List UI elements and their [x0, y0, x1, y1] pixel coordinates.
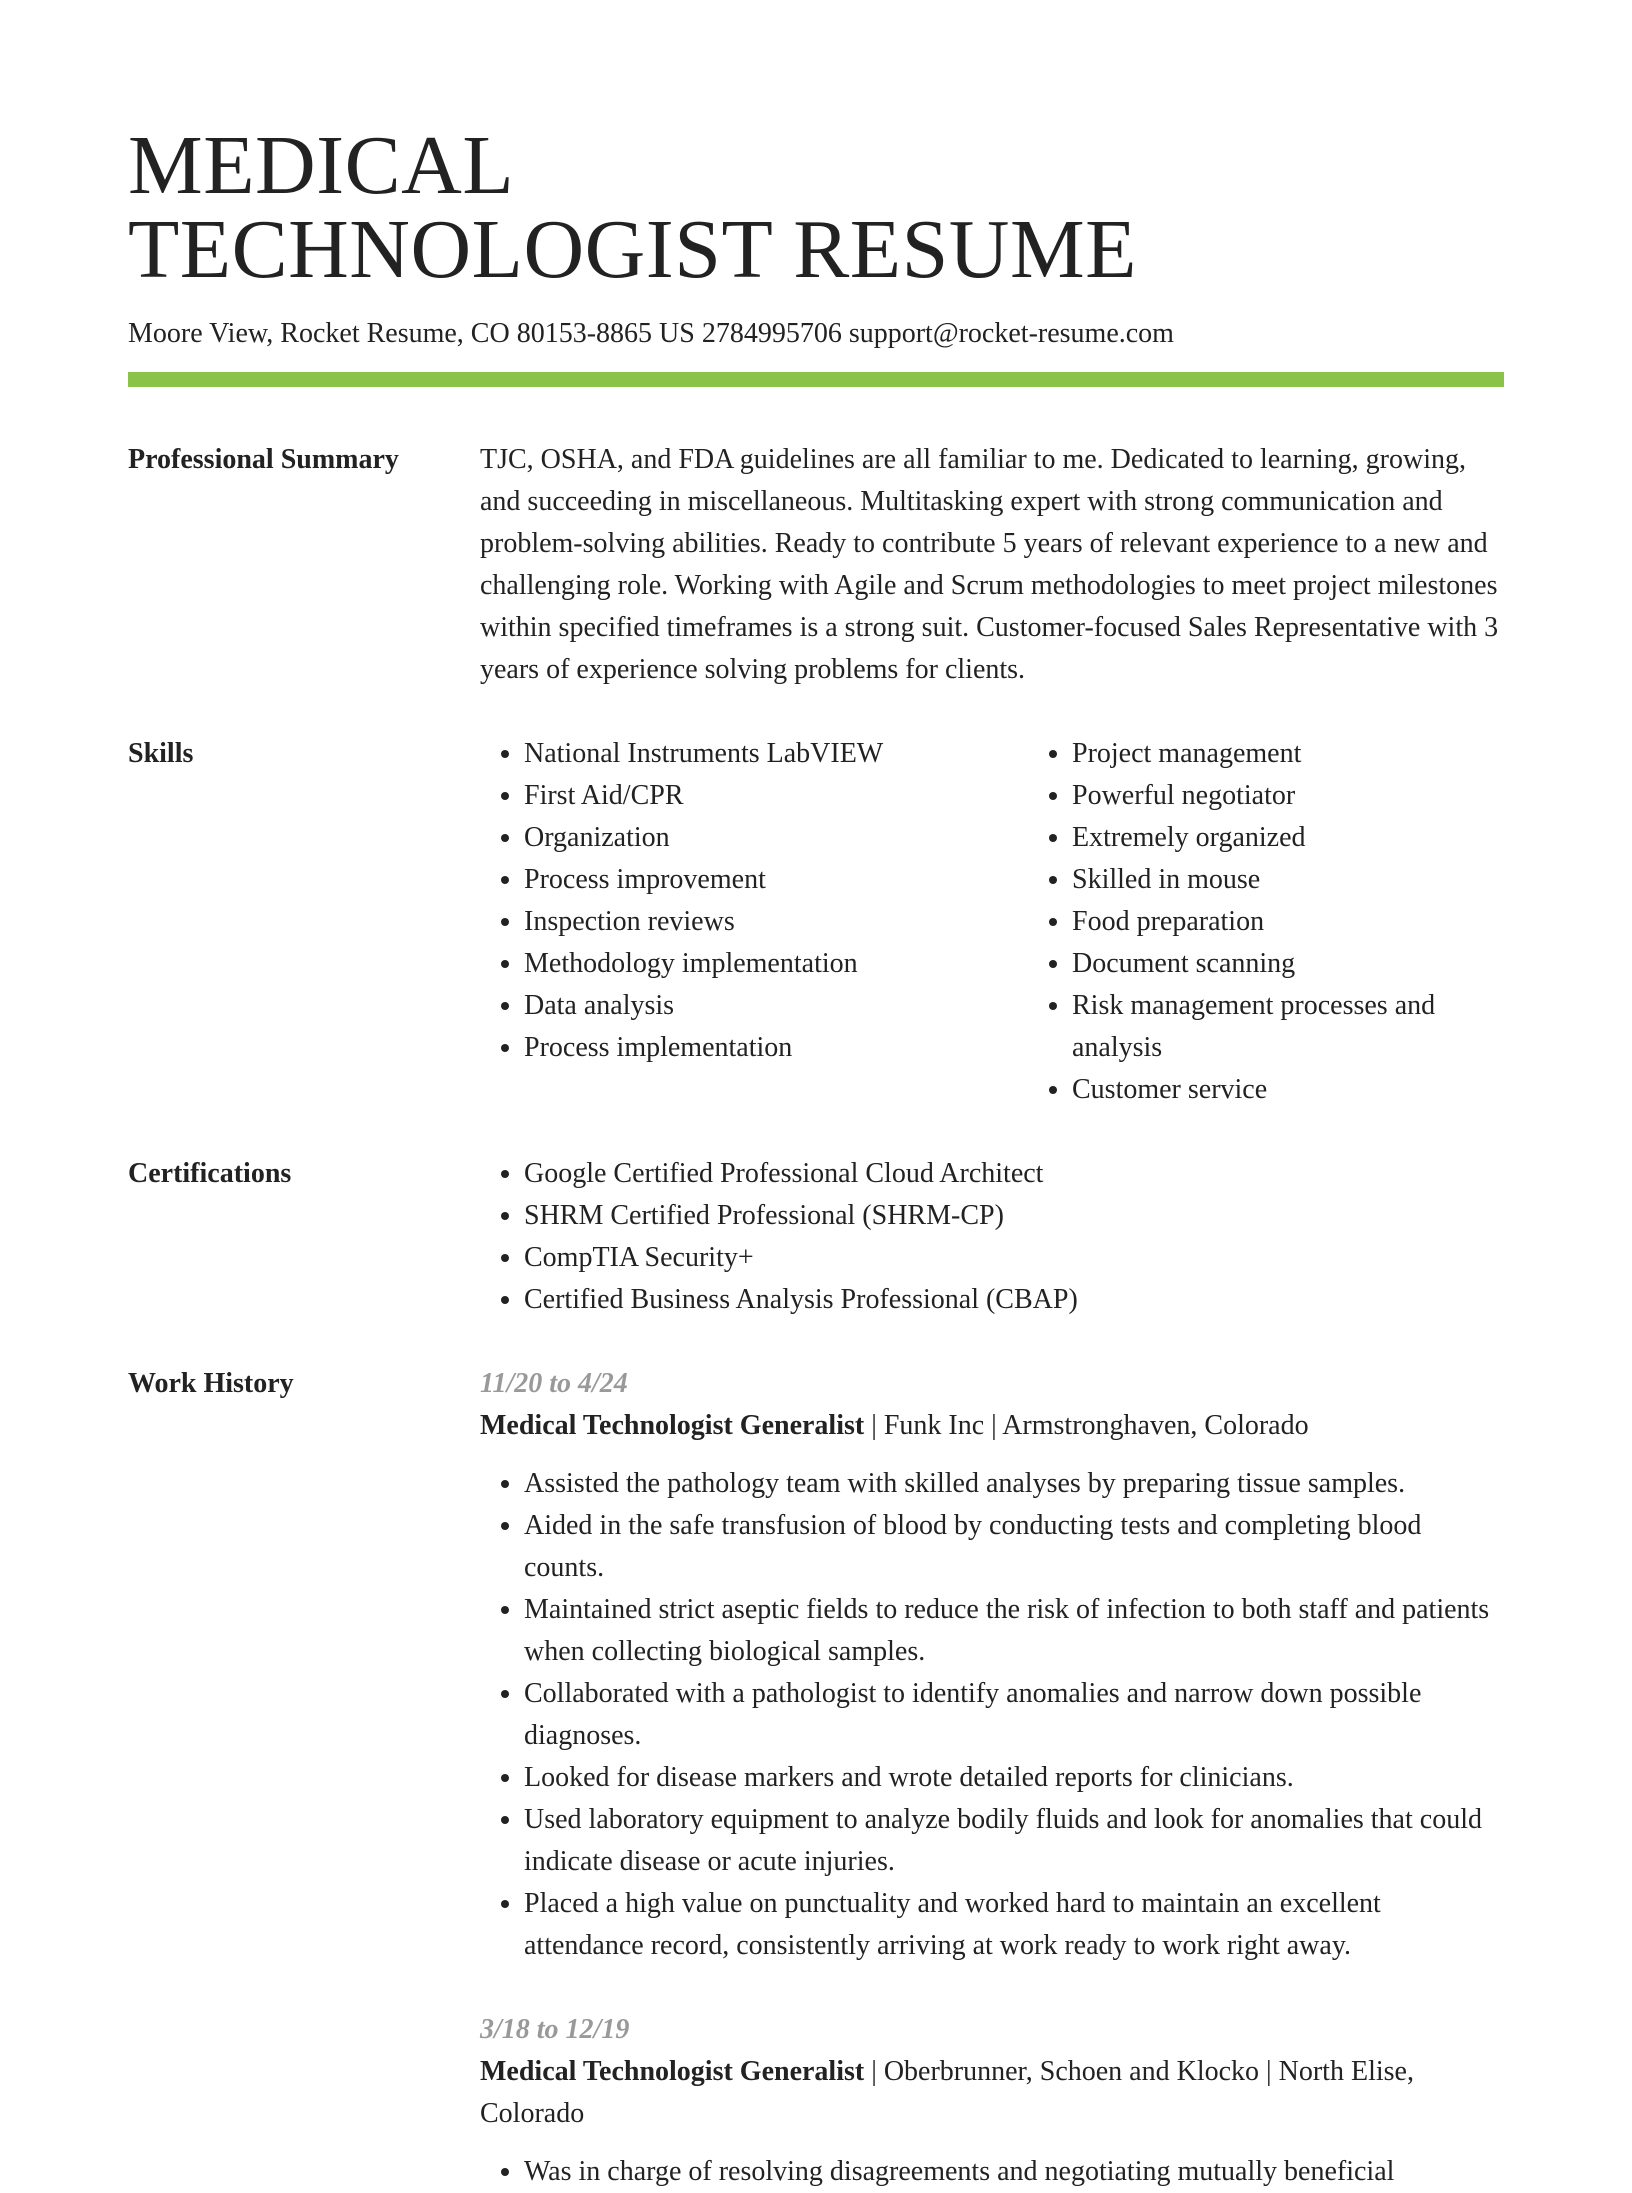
skill-item: • Process improvement	[524, 859, 1028, 901]
job-entry	[480, 2009, 1504, 2193]
contact-info: Moore View, Rocket Resume, CO 80153-8865 US 2784995706 support@rocket-resume.com	[128, 318, 1174, 349]
job-bullets	[480, 2151, 1504, 2193]
skill-item: • Project management	[1072, 733, 1504, 775]
accent-divider	[128, 372, 1504, 387]
certification-item: • Certified Business Analysis Professional (CBAP)	[524, 1279, 1504, 1321]
section-label-summary: Professional Summary	[128, 444, 399, 475]
job-dates: 11/20 to 4/24	[480, 1368, 628, 1399]
skill-item: • Risk management processes and analysis	[1072, 985, 1504, 1069]
title-line-2: TECHNOLOGIST RESUME	[128, 203, 1137, 296]
skill-item: • Organization	[524, 817, 1028, 859]
job-entry	[480, 1363, 1504, 1967]
summary-text: TJC, OSHA, and FDA guidelines are all familiar to me. Dedicated to learning, growing, and succeeding in miscellaneous. Multitasking expert with strong communication and problem-solving abilities. Ready to contribute 5 years of relevant experience to a new and challenging role. Working with Agile and Scrum methodologies to meet project milestones within specified timeframes is a strong suit. Customer-focused Sales Representative with 3 years of experience solving problems for clients.	[480, 444, 1499, 685]
skill-item: • First Aid/CPR	[524, 775, 1028, 817]
job-bullet: • Maintained strict aseptic fields to reduce the risk of infection to both staff and patients when collecting biological samples.	[524, 1589, 1504, 1673]
skill-item: • Inspection reviews	[524, 901, 1028, 943]
job-bullet: • Placed a high value on punctuality and worked hard to maintain an excellent attendance record, consistently arriving at work ready to work right away.	[524, 1883, 1504, 1967]
resume-page	[128, 119, 1504, 2193]
skill-item: • Data analysis	[524, 985, 1028, 1027]
professional-summary-section	[128, 439, 1504, 691]
job-heading	[480, 2051, 1504, 2135]
job-bullet: • Looked for disease markers and wrote detailed reports for clinicians.	[524, 1757, 1504, 1799]
skills-column-2	[1028, 733, 1504, 1111]
work-history-section	[128, 1363, 1504, 2193]
skill-item: • Methodology implementation	[524, 943, 1028, 985]
skill-item: • Document scanning	[1072, 943, 1504, 985]
skill-item: • National Instruments LabVIEW	[524, 733, 1028, 775]
job-bullet: • Assisted the pathology team with skilled analyses by preparing tissue samples.	[524, 1463, 1504, 1505]
job-bullets	[480, 1463, 1504, 1967]
resume-title	[128, 119, 1504, 296]
certification-item: • CompTIA Security+	[524, 1237, 1504, 1279]
job-title: Medical Technologist Generalist	[480, 2056, 865, 2087]
job-bullet: • Used laboratory equipment to analyze bodily fluids and look for anomalies that could indicate disease or acute injuries.	[524, 1799, 1504, 1883]
skill-item: • Extremely organized	[1072, 817, 1504, 859]
certifications-list	[480, 1153, 1504, 1321]
certification-item: • Google Certified Professional Cloud Architect	[524, 1153, 1504, 1195]
job-bullet: • Was in charge of resolving disagreements and negotiating mutually beneficial	[524, 2151, 1504, 2193]
skills-column-1	[480, 733, 1028, 1111]
section-label-work-history: Work History	[128, 1368, 294, 1399]
job-bullet: • Aided in the safe transfusion of blood by conducting tests and completing blood counts.	[524, 1505, 1504, 1589]
job-company-location: | Funk Inc | Armstronghaven, Colorado	[864, 1410, 1309, 1441]
job-title: Medical Technologist Generalist	[480, 1410, 865, 1441]
skill-item: • Process implementation	[524, 1027, 1028, 1069]
certification-item: • SHRM Certified Professional (SHRM-CP)	[524, 1195, 1504, 1237]
section-label-certifications: Certifications	[128, 1158, 292, 1189]
certifications-section	[128, 1153, 1504, 1321]
skill-item: • Skilled in mouse	[1072, 859, 1504, 901]
section-label-skills: Skills	[128, 738, 194, 769]
skills-section	[128, 733, 1504, 1111]
job-company-location: | Oberbrunner, Schoen and Klocko | North Elise, Colorado	[480, 2056, 1414, 2129]
job-dates: 3/18 to 12/19	[480, 2014, 630, 2045]
skill-item: • Customer service	[1072, 1069, 1504, 1111]
title-line-1: MEDICAL	[128, 119, 515, 212]
skill-item: • Powerful negotiator	[1072, 775, 1504, 817]
job-heading	[480, 1405, 1504, 1447]
job-bullet: • Collaborated with a pathologist to identify anomalies and narrow down possible diagnoses.	[524, 1673, 1504, 1757]
skill-item: • Food preparation	[1072, 901, 1504, 943]
